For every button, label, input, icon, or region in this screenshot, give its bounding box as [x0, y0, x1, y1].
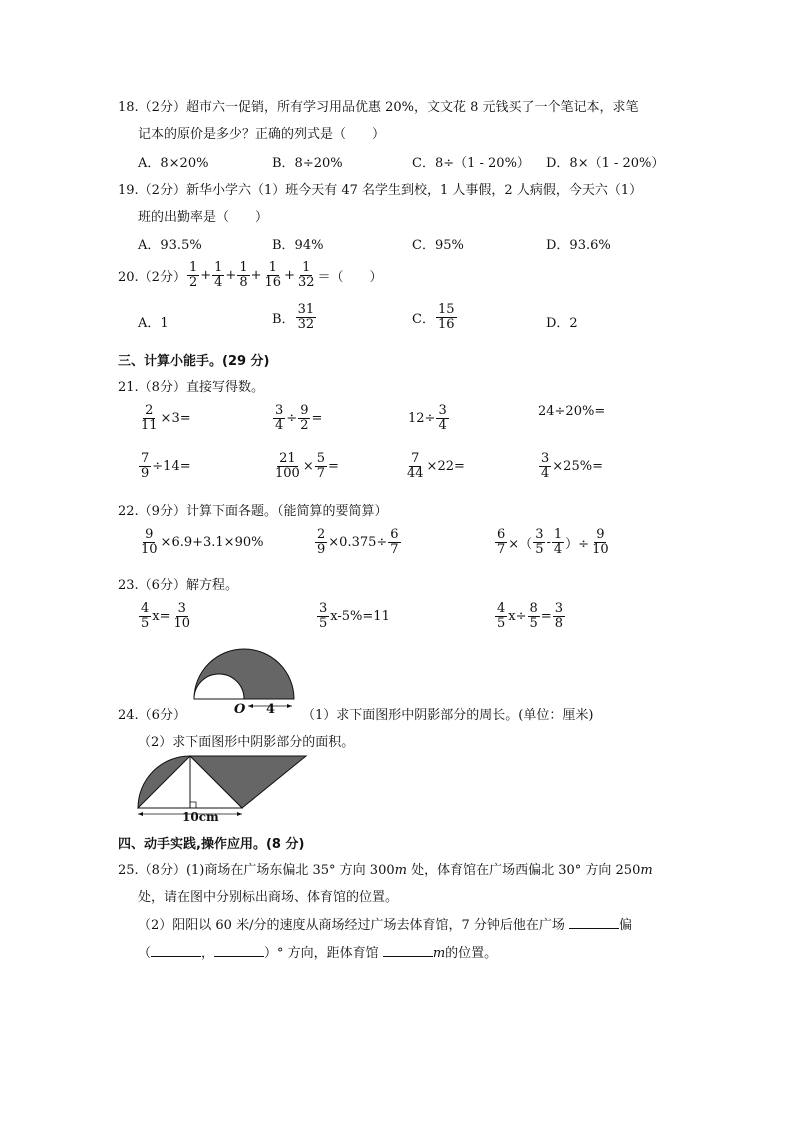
q18-text-2: 记本的原价是多少？正确的列式是（ ）: [138, 127, 386, 142]
q18-option-b[interactable]: B．8÷20%: [272, 156, 343, 171]
q19-option-d[interactable]: D．93.6%: [546, 238, 611, 253]
q25-line-4: （ ， ）° 方向，距体育馆 m的位置。: [138, 946, 498, 961]
q21-expr-7: $\frac{7}{44}$ ×22=: [407, 451, 465, 481]
q20-option-d[interactable]: D．2: [546, 316, 578, 331]
q24-fig2-length-label: 10cm: [182, 810, 219, 824]
q18-label: 18.（2分）: [118, 100, 186, 115]
q20-frac-1-16: $\frac{1}{16}$: [264, 260, 282, 290]
q19-option-c[interactable]: C．95%: [412, 238, 464, 253]
q18-option-c[interactable]: C．8÷（1 - 20%）: [412, 156, 530, 171]
q19-stem-line1: [118, 179, 642, 198]
q20-option-b[interactable]: [272, 303, 317, 331]
q25-line-3: （2）阳阳以 60 米/分的速度从商场经过广场去体育馆，7 分钟后他在广场 偏: [138, 918, 633, 933]
q18-option-a[interactable]: A．8×20%: [138, 156, 209, 171]
q25-answer-blank-1[interactable]: [569, 916, 619, 929]
q20-option-b-frac: $\frac{31}{32}$: [297, 302, 315, 332]
q23-eq-3: $\frac{4}{5}$ x÷ $\frac{8}{5}$ = $\frac{3}{8}$: [497, 601, 563, 631]
q23-stem: [118, 574, 238, 593]
q21-label: 21.（8分）: [118, 380, 186, 395]
q22-stem: [118, 500, 387, 519]
q25-text-2: 处，请在图中分别标出商场、体育馆的位置。: [138, 890, 399, 905]
q20-tail: ＝（ ）: [317, 269, 383, 285]
q20-stem: 20.（2分） $\frac{1}{2}$ + $\frac{1}{4}$ + $\frac{1}{8}$ + $\frac{1}{16}$ + $\frac{1}{32}$ ＝（ ）: [118, 260, 383, 290]
q25-answer-blank-4[interactable]: [383, 944, 433, 957]
q25-line-1: 25.（8分）(1)商场在广场东偏北 35° 方向 300m 处，体育馆在广场西偏北 30° 方向 250m: [118, 863, 653, 878]
q21-expr-4: 24÷20%=: [538, 404, 606, 419]
q23-eq-1: $\frac{4}{5}$ x= $\frac{3}{10}$: [141, 601, 191, 631]
q22-text: 计算下面各题。（能简算的要简算）: [185, 504, 388, 519]
q20-option-b-letter: B．: [272, 311, 295, 327]
q18-text-1: 超市六一促销，所有学习用品优惠 20%，文文花 8 元钱买了一个笔记本，求笔: [185, 100, 639, 115]
q20-option-c-frac: $\frac{15}{16}$: [437, 302, 455, 332]
q19-option-b[interactable]: B．94%: [272, 238, 324, 253]
q19-label: 19.（2分）: [118, 183, 186, 198]
q23-label: 23.（6分）: [118, 578, 186, 593]
q21-expr-1: $\frac{2}{11}$ ×3=: [141, 403, 191, 433]
q20-frac-1-32: $\frac{1}{32}$: [297, 260, 315, 290]
section-3-title: 三、计算小能手。(29 分): [118, 354, 270, 369]
q20-label: 20.（2分）: [118, 269, 186, 285]
q20-option-c-letter: C．: [412, 311, 435, 327]
q21-expr-3: 12÷ $\frac{3}{4}$: [408, 403, 447, 433]
q22-expr-2: $\frac{2}{9}$ ×0.375÷ $\frac{6}{7}$: [317, 527, 399, 557]
q19-text-2: 班的出勤率是（ ）: [138, 210, 269, 225]
q19-option-a[interactable]: A．93.5%: [138, 238, 202, 253]
q25-answer-blank-2[interactable]: [151, 944, 201, 957]
q18-option-d[interactable]: D．8×（1 - 20%）: [546, 156, 665, 171]
q24-text-1: （1）求下面图形中阴影部分的周长。(单位：厘米): [302, 708, 594, 723]
q20-frac-1-2: $\frac{1}{2}$: [188, 260, 198, 290]
q21-expr-6: $\frac{21}{100}$ × $\frac{5}{7}$ =: [275, 451, 339, 481]
q24-figure-2: [132, 750, 312, 826]
q20-option-c[interactable]: [412, 303, 458, 331]
q21-stem: [118, 376, 264, 395]
q21-text: 直接写得数。: [185, 380, 264, 395]
q24-label: 24.（6分）: [118, 708, 186, 723]
q25-answer-blank-3[interactable]: [214, 944, 264, 957]
q24-text-2: （2）求下面图形中阴影部分的面积。: [138, 735, 355, 750]
q20-frac-1-4: $\frac{1}{4}$: [214, 260, 223, 290]
section-4-title: 四、动手实践,操作应用。(8 分): [118, 837, 305, 852]
q20-frac-1-8: $\frac{1}{8}$: [239, 260, 248, 290]
q19-text-1: 新华小学六（1）班今天有 47 名学生到校，1 人事假，2 人病假，今天六（1）: [185, 183, 643, 198]
q23-text: 解方程。: [185, 578, 238, 593]
q23-eq-2: $\frac{3}{5}$ x-5%=11: [319, 601, 390, 631]
q18-stem-line1: [118, 96, 639, 115]
q20-option-a[interactable]: A．1: [138, 316, 169, 331]
q22-expr-1: $\frac{9}{10}$ ×6.9+3.1×90%: [141, 527, 264, 557]
q22-expr-3: $\frac{6}{7}$ ×（ $\frac{3}{5}$ - $\frac{1}{4}$ ）÷ $\frac{9}{10}$: [497, 527, 609, 557]
q24-fig1-length-label: 4: [266, 702, 276, 717]
q21-expr-5: $\frac{7}{9}$ ÷14=: [141, 451, 191, 481]
q21-expr-2: $\frac{3}{4}$ ÷ $\frac{9}{2}$ =: [275, 403, 323, 433]
q24-fig1-origin-label: O: [234, 702, 246, 717]
q22-label: 22.（9分）: [118, 504, 186, 519]
q21-expr-8: $\frac{3}{4}$ ×25%=: [541, 451, 603, 481]
q25-label: 25.（8分）: [118, 863, 186, 878]
